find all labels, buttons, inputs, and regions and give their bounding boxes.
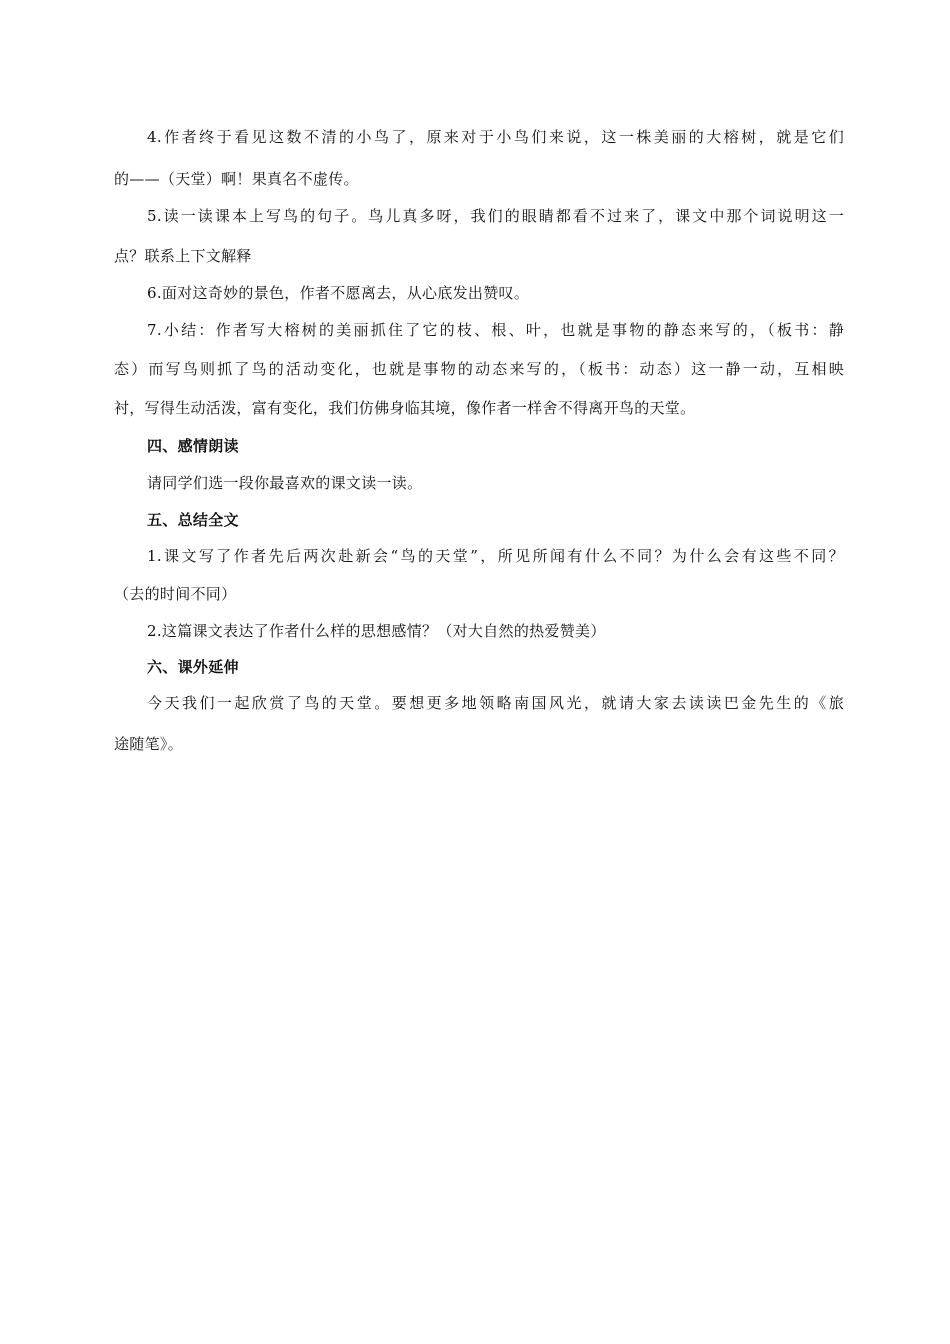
paragraph-5-line-2: 点？联系上下文解释 xyxy=(114,247,252,265)
paragraph-7-line-2: 态）而写鸟则抓了鸟的活动变化，也就是事物的动态来写的，（板书：动态）这一静一动，互相映 xyxy=(114,360,844,378)
section-heading-4: 四、感情朗读 xyxy=(147,437,239,455)
summary-item-1-line-2: （去的时间不同） xyxy=(114,585,237,603)
paragraph-4-line-2: 的——（天堂）啊！果真名不虚传。 xyxy=(114,170,359,188)
paragraph-4-line-1: 4.作者终于看见这数不清的小鸟了，原来对于小鸟们来说，这一株美丽的大榕树，就是它们 xyxy=(147,128,844,146)
paragraph-6: 6.面对这奇妙的景色，作者不愿离去，从心底发出赞叹。 xyxy=(147,284,530,302)
section-4-text: 请同学们选一段你最喜欢的课文读一读。 xyxy=(147,474,423,492)
paragraph-7-line-1: 7.小结：作者写大榕树的美丽抓住了它的枝、根、叶，也就是事物的静态来写的，（板书：静 xyxy=(147,321,844,339)
extension-line-2: 途随笔》。 xyxy=(114,735,184,753)
summary-item-1-line-1: 1.课文写了作者先后两次赴新会“鸟的天堂”，所见所闻有什么不同？为什么会有这些不同？ xyxy=(147,547,844,565)
summary-item-2: 2.这篇课文表达了作者什么样的思想感情？（对大自然的热爱赞美） xyxy=(147,622,606,640)
extension-line-1: 今天我们一起欣赏了鸟的天堂。要想更多地领略南国风光，就请大家去读读巴金先生的《旅 xyxy=(147,694,844,712)
paragraph-5-line-1: 5.读一读课本上写鸟的句子。鸟儿真多呀，我们的眼睛都看不过来了，课文中那个词说明这一 xyxy=(147,207,844,225)
section-heading-6: 六、课外延伸 xyxy=(147,658,239,676)
paragraph-7-line-3: 衬，写得生动活泼，富有变化，我们仿佛身临其境，像作者一样舍不得离开鸟的天堂。 xyxy=(114,399,696,417)
section-heading-5: 五、总结全文 xyxy=(147,511,239,529)
